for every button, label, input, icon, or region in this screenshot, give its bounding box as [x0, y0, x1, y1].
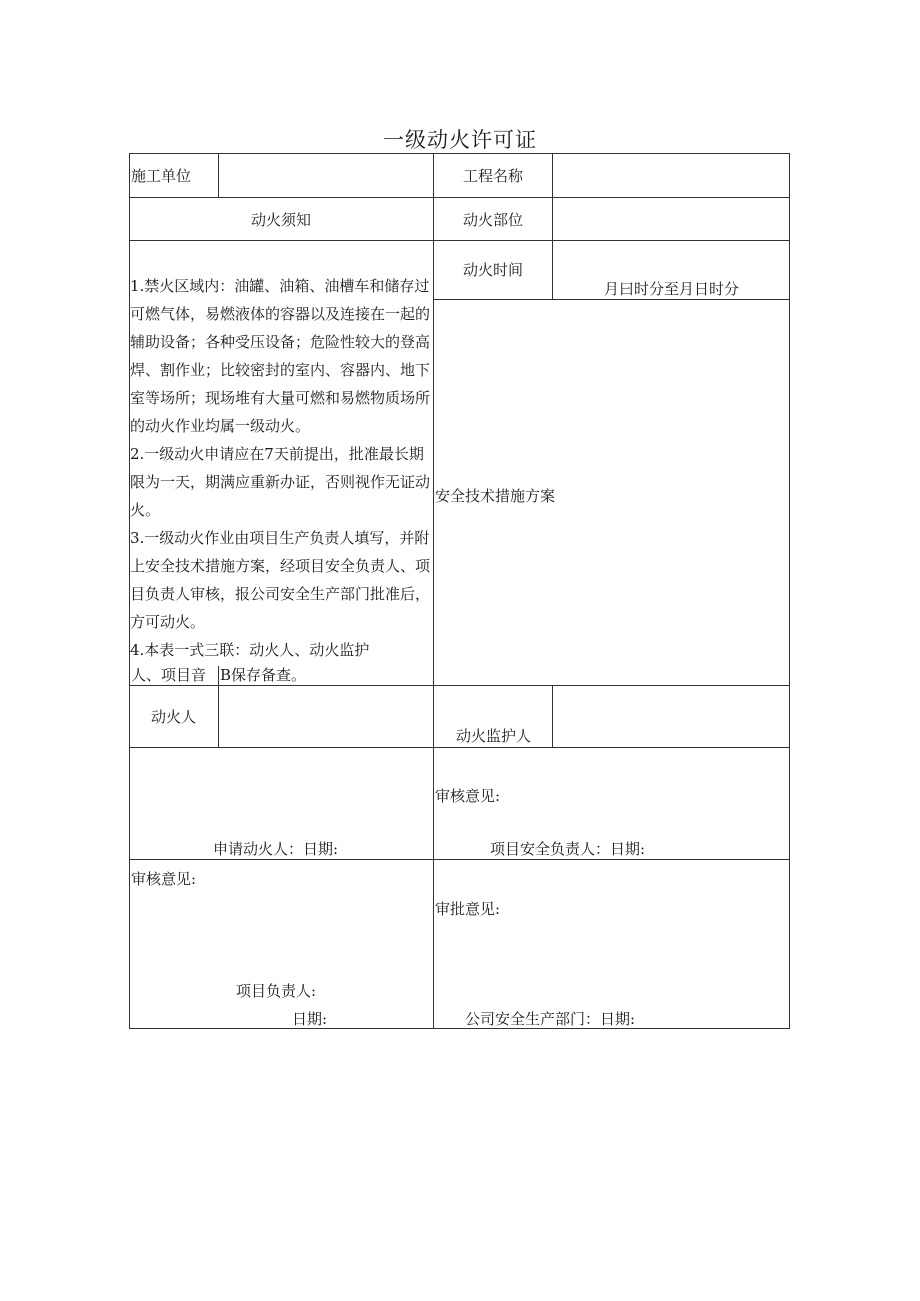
fire-location-field[interactable]	[554, 199, 787, 238]
project-head-date-label: 日期:	[292, 1010, 328, 1028]
review-opinion-right-label: 审核意见:	[435, 787, 501, 805]
construction-unit-field[interactable]	[220, 155, 431, 195]
project-head-label: 项目负责人:	[236, 982, 317, 1000]
project-name-field[interactable]	[554, 155, 787, 195]
approval-opinion-label: 审批意见:	[435, 900, 501, 918]
notice-line: 可燃气体，易燃液体的容器以及连接在一起的	[130, 305, 431, 323]
notice-line: 目负责人审核，报公司安全生产部门批准后，	[130, 585, 431, 603]
fire-operator-field[interactable]	[220, 687, 431, 745]
review-opinion-left-label: 审核意见:	[131, 870, 197, 888]
safety-head-date-label: 项目安全负责人：日期:	[490, 840, 646, 858]
notice-line: 方可动火。	[130, 613, 206, 631]
fire-operator-label: 动火人	[151, 708, 197, 726]
notice-line: 上安全技术措施方案，经项目安全负责人、项	[130, 557, 431, 575]
notice-line: 3.一级动火作业由项目生产负责人填写，并附	[130, 529, 430, 547]
company-dept-date-label: 公司安全生产部门：日期:	[465, 1010, 636, 1028]
notice-line: 2.一级动火申请应在7天前提出，批准最长期	[130, 445, 424, 463]
notice-line: 室等场所；现场堆有大量可燃和易燃物质场所	[130, 389, 431, 407]
fire-notice-heading: 动火须知	[251, 211, 312, 229]
applicant-date-label: 申请动火人：日期:	[213, 840, 339, 858]
notice-last-line-right: B保存备查。	[220, 666, 307, 684]
notice-line: 1.禁火区域内：油罐、油箱、油槽车和储存过	[130, 277, 430, 295]
project-name-label: 工程名称	[463, 167, 524, 185]
safety-plan-label: 安全技术措施方案	[435, 487, 556, 505]
safety-plan-field[interactable]	[600, 302, 787, 683]
notice-line: 辅助设备；各种受压设备；危险性较大的登高	[130, 333, 431, 351]
fire-time-range[interactable]: 月曰时分至月日时分	[604, 280, 740, 298]
fire-notice-text	[130, 272, 433, 664]
notice-line: 限为一天，期满应重新办证，否则视作无证动	[130, 473, 431, 491]
notice-line: 焊、割作业；比较密封的室内、容器内、地下	[130, 361, 431, 379]
notice-line: 的动火作业均属一级动火。	[130, 417, 311, 435]
notice-line: 火。	[130, 501, 161, 519]
fire-monitor-field[interactable]	[554, 687, 787, 745]
notice-last-line-left: 人、项目音	[131, 666, 207, 684]
notice-line: 4.本表一式三联：动火人、动火监护	[130, 641, 370, 659]
page-title: 一级动火许可证	[383, 128, 537, 152]
fire-monitor-label: 动火监护人	[456, 727, 532, 745]
fire-location-label: 动火部位	[463, 211, 524, 229]
fire-time-label: 动火时间	[463, 261, 524, 279]
construction-unit-label: 施工单位	[131, 167, 192, 185]
